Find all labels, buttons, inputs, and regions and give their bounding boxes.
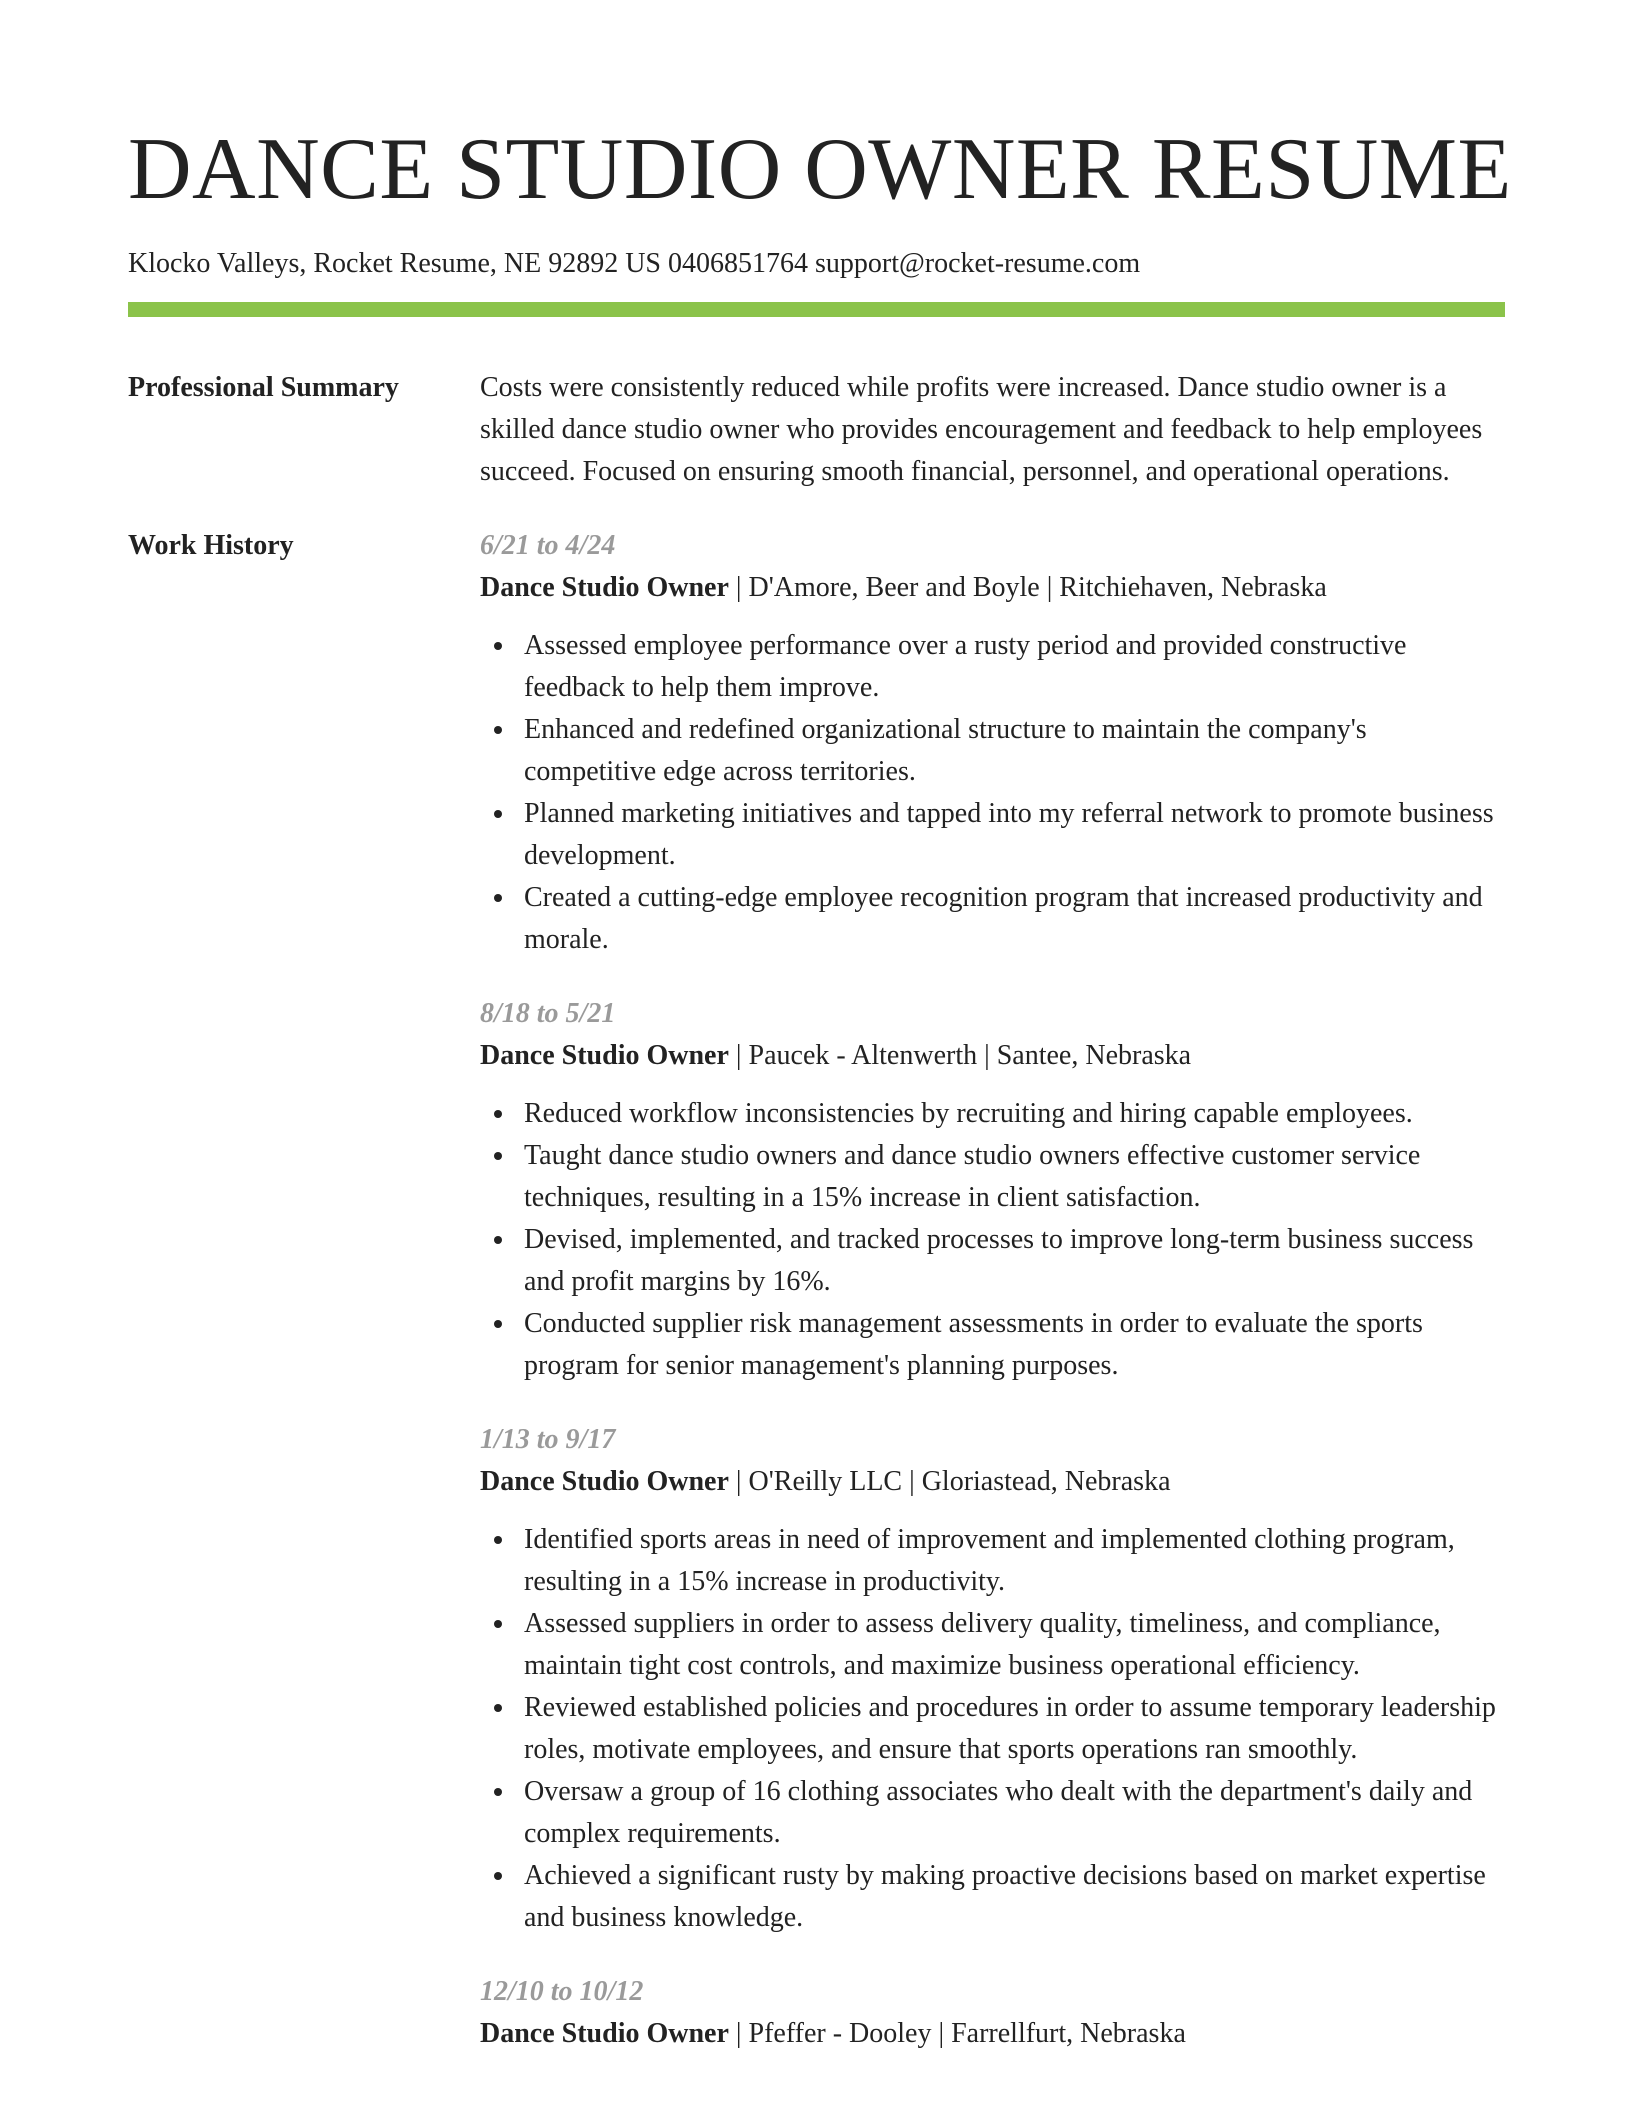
page-title: DANCE STUDIO OWNER RESUME xyxy=(128,121,1512,218)
bullet-icon xyxy=(494,1320,502,1328)
job-heading xyxy=(480,567,1505,609)
job-title: Dance Studio Owner xyxy=(480,1040,729,1071)
job-heading xyxy=(480,1461,1505,1503)
bullet-text: Devised, implemented, and tracked processes to improve long-term business success and profit margins by 16%. xyxy=(524,1224,1474,1297)
summary-text: Costs were consistently reduced while profits were increased. Dance studio owner is a skilled dance studio owner who provides encouragement and feedback to help employees succeed. Focused on ensuring smooth financial, personnel, and operational operations. xyxy=(480,372,1483,487)
summary-body xyxy=(480,367,1505,493)
professional-summary-section xyxy=(128,367,1505,493)
bullet-text: Assessed employee performance over a rusty period and provided constructive feedback to help them improve. xyxy=(524,630,1407,703)
list-item xyxy=(480,709,1505,793)
bullet-text: Conducted supplier risk management assessments in order to evaluate the sports program for senior management's planning purposes. xyxy=(524,1308,1423,1381)
job-dates: 8/18 to 5/21 xyxy=(480,998,616,1029)
bullet-text: Enhanced and redefined organizational structure to maintain the company's competitive edge across territories. xyxy=(524,714,1367,787)
job-dates: 1/13 to 9/17 xyxy=(480,1424,616,1455)
work-history-section xyxy=(128,525,1505,2087)
bullet-text: Created a cutting-edge employee recognition program that increased productivity and morale. xyxy=(524,882,1483,955)
job-heading xyxy=(480,1035,1505,1077)
bullet-text: Reduced workflow inconsistencies by recruiting and hiring capable employees. xyxy=(524,1098,1413,1129)
bullet-text: Assessed suppliers in order to assess delivery quality, timeliness, and compliance, maintain tight cost controls, and maximize business operational efficiency. xyxy=(524,1608,1441,1681)
bullet-icon xyxy=(494,1152,502,1160)
work-history-body xyxy=(480,525,1505,2087)
list-item xyxy=(480,1771,1505,1855)
bullet-icon xyxy=(494,894,502,902)
job-employer-location: | Pfeffer - Dooley | Farrellfurt, Nebraska xyxy=(728,2018,1186,2049)
job-bullet-list xyxy=(480,1093,1505,1387)
list-item xyxy=(480,1687,1505,1771)
list-item xyxy=(480,877,1505,961)
list-item xyxy=(480,1219,1505,1303)
list-item xyxy=(480,793,1505,877)
job-employer-location: | Paucek - Altenwerth | Santee, Nebraska xyxy=(728,1040,1192,1071)
job-title: Dance Studio Owner xyxy=(480,1466,729,1497)
list-item xyxy=(480,1855,1505,1939)
section-label-work-history: Work History xyxy=(128,530,294,561)
bullet-icon xyxy=(494,642,502,650)
job-bullet-list xyxy=(480,625,1505,961)
bullet-icon xyxy=(494,1620,502,1628)
bullet-icon xyxy=(494,1788,502,1796)
job-entry xyxy=(480,1971,1505,2055)
accent-divider xyxy=(128,302,1505,317)
job-title: Dance Studio Owner xyxy=(480,2018,729,2049)
bullet-text: Reviewed established policies and procedures in order to assume temporary leadership roles, motivate employees, and ensure that sports operations ran smoothly. xyxy=(524,1692,1496,1765)
job-dates: 6/21 to 4/24 xyxy=(480,530,616,561)
bullet-text: Planned marketing initiatives and tapped into my referral network to promote business development. xyxy=(524,798,1494,871)
contact-line: Klocko Valleys, Rocket Resume, NE 92892 US 0406851764 support@rocket-resume.com xyxy=(128,248,1141,279)
list-item xyxy=(480,1093,1505,1135)
list-item xyxy=(480,625,1505,709)
list-item xyxy=(480,1519,1505,1603)
job-employer-location: | O'Reilly LLC | Gloriastead, Nebraska xyxy=(728,1466,1171,1497)
bullet-text: Identified sports areas in need of improvement and implemented clothing program, resulting in a 15% increase in productivity. xyxy=(524,1524,1455,1597)
bullet-icon xyxy=(494,810,502,818)
bullet-icon xyxy=(494,1236,502,1244)
bullet-text: Taught dance studio owners and dance studio owners effective customer service techniques, resulting in a 15% increase in client satisfaction. xyxy=(524,1140,1421,1213)
job-dates: 12/10 to 10/12 xyxy=(480,1976,644,2007)
list-item xyxy=(480,1135,1505,1219)
job-entry xyxy=(480,1419,1505,1939)
bullet-text: Oversaw a group of 16 clothing associates who dealt with the department's daily and complex requirements. xyxy=(524,1776,1473,1849)
job-employer-location: | D'Amore, Beer and Boyle | Ritchiehaven, Nebraska xyxy=(728,572,1327,603)
bullet-icon xyxy=(494,1536,502,1544)
list-item xyxy=(480,1303,1505,1387)
job-entry xyxy=(480,993,1505,1387)
job-title: Dance Studio Owner xyxy=(480,572,729,603)
bullet-icon xyxy=(494,726,502,734)
job-entry xyxy=(480,525,1505,961)
bullet-icon xyxy=(494,1110,502,1118)
bullet-icon xyxy=(494,1872,502,1880)
resume-page xyxy=(128,0,1512,2087)
bullet-text: Achieved a significant rusty by making proactive decisions based on market expertise and business knowledge. xyxy=(524,1860,1486,1933)
section-label-summary: Professional Summary xyxy=(128,372,399,403)
bullet-icon xyxy=(494,1704,502,1712)
list-item xyxy=(480,1603,1505,1687)
job-heading xyxy=(480,2013,1505,2055)
job-bullet-list xyxy=(480,1519,1505,1939)
